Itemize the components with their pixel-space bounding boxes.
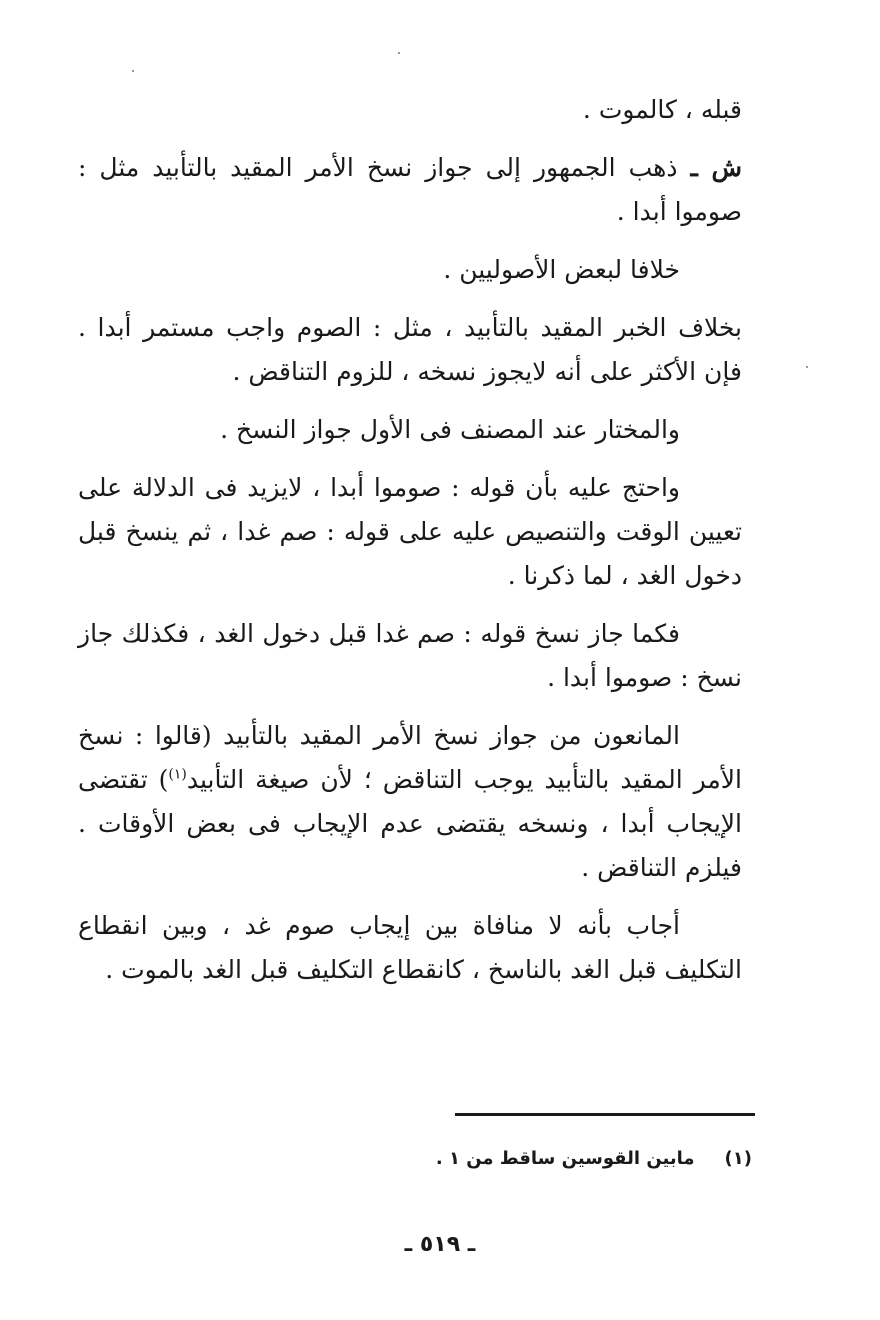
paragraph-continuation: قبله ، كالموت .: [582, 95, 742, 124]
paragraph: والمختار عند المصنف فى الأول جواز النسخ .: [220, 415, 680, 444]
footnote-reference[interactable]: (١): [168, 766, 187, 783]
paragraph: بخلاف الخبر المقيد بالتأبيد ، مثل : الصوم واجب مستمر أبدا . فإن الأكثر على أنه لايجوز نسخه ، للزوم التناقض .: [78, 313, 742, 386]
footnote-number: (١): [724, 1148, 752, 1169]
commentary-marker: ش ـ: [690, 153, 743, 182]
page-number: ـ ٥١٩ ـ: [404, 1232, 476, 1257]
paragraph: واحتج عليه بأن قوله : صوموا أبدا ، لايزيد فى الدلالة على تعيين الوقت والتنصيص عليه على قوله : صم غدا ، ثم ينسخ قبل دخول الغد ، لما ذكرنا .: [78, 473, 742, 590]
paragraph-commentary: ش ـ ذهب الجمهور إلى جواز نسخ الأمر المقيد بالتأبيد مثل : صوموا أبدا .: [78, 153, 743, 226]
scan-speck: [806, 366, 808, 368]
paragraph: خلافا لبعض الأصوليين .: [443, 255, 680, 284]
footnote: [436, 1148, 752, 1169]
scan-speck: [132, 70, 134, 72]
main-text: [78, 88, 742, 1006]
footnote-text: مابين القوسين ساقط من ١ .: [435, 1148, 695, 1169]
paragraph: فكما جاز نسخ قوله : صم غدا قبل دخول الغد ، فكذلك جاز نسخ : صوموا أبدا .: [78, 619, 742, 692]
footnote-divider: [455, 1113, 755, 1116]
paragraph-with-footnote: المانعون من جواز نسخ الأمر المقيد بالتأبيد (قالوا : نسخ الأمر المقيد بالتأبيد يوجب التناقض ؛ لأن صيغة التأبيد$^{(١)}$) تقتضى الإيجاب أبدا ، ونسخه يقتضى عدم الإيجاب فى بعض الأوقات . فيلزم التناقض .: [78, 721, 742, 882]
scan-speck: [398, 52, 400, 54]
paragraph: أجاب بأنه لا منافاة بين إيجاب صوم غد ، وبين انقطاع التكليف قبل الغد بالناسخ ، كانقطاع التكليف قبل الغد بالموت .: [78, 911, 742, 984]
